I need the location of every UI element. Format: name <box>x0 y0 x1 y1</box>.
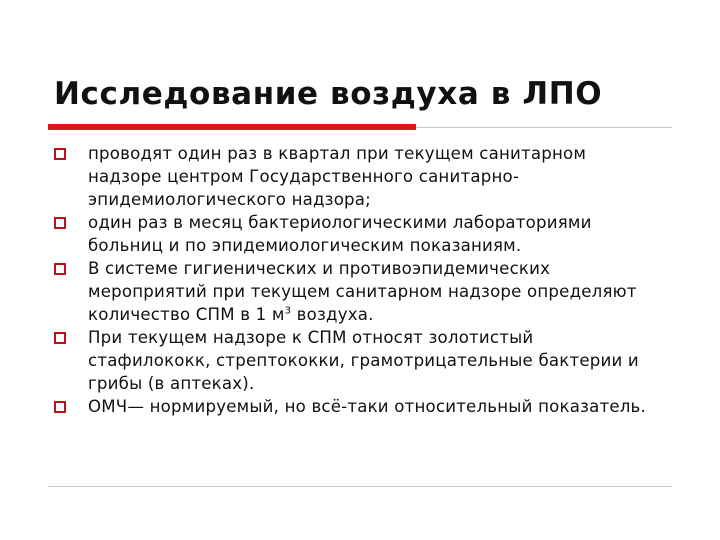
bullet-text <box>88 257 654 326</box>
hollow-square-icon <box>54 148 66 160</box>
bullet-item <box>54 257 654 326</box>
bullet-text: проводят один раз в квартал при текущем санитарном надзоре центром Государственного санитарно-эпидемиологического надзора; <box>88 144 587 209</box>
bullet-list <box>54 142 654 418</box>
slide-title: Исследование воздуха в ЛПО <box>54 76 603 112</box>
superscript: 3 <box>284 305 292 317</box>
bullet-text: один раз в месяц бактериологическими лабораториями больниц и по эпидемиологическим показаниям. <box>88 213 592 255</box>
bullet-item <box>54 142 654 211</box>
bullet-text: ОМЧ— нормируемый, но всё-таки относительный показатель. <box>88 397 646 416</box>
hollow-square-icon <box>54 217 66 229</box>
hollow-square-icon <box>54 263 66 275</box>
bullet-item <box>54 326 654 395</box>
bullet-text-part: воздуха. <box>291 305 374 324</box>
hollow-square-icon <box>54 401 66 413</box>
title-accent-bar <box>48 124 416 130</box>
bullet-item <box>54 395 654 418</box>
hollow-square-icon <box>54 332 66 344</box>
footer-divider-line <box>48 486 672 487</box>
bullet-text: При текущем надзоре к СПМ относят золотистый стафилококк, стрептококки, грамотрицательные бактерии и грибы (в аптеках). <box>88 328 639 393</box>
bullet-text-part: В системе гигиенических и противоэпидемических мероприятий при текущем санитарном надзоре определяют количество СПМ в 1 м <box>88 259 637 324</box>
bullet-item <box>54 211 654 257</box>
